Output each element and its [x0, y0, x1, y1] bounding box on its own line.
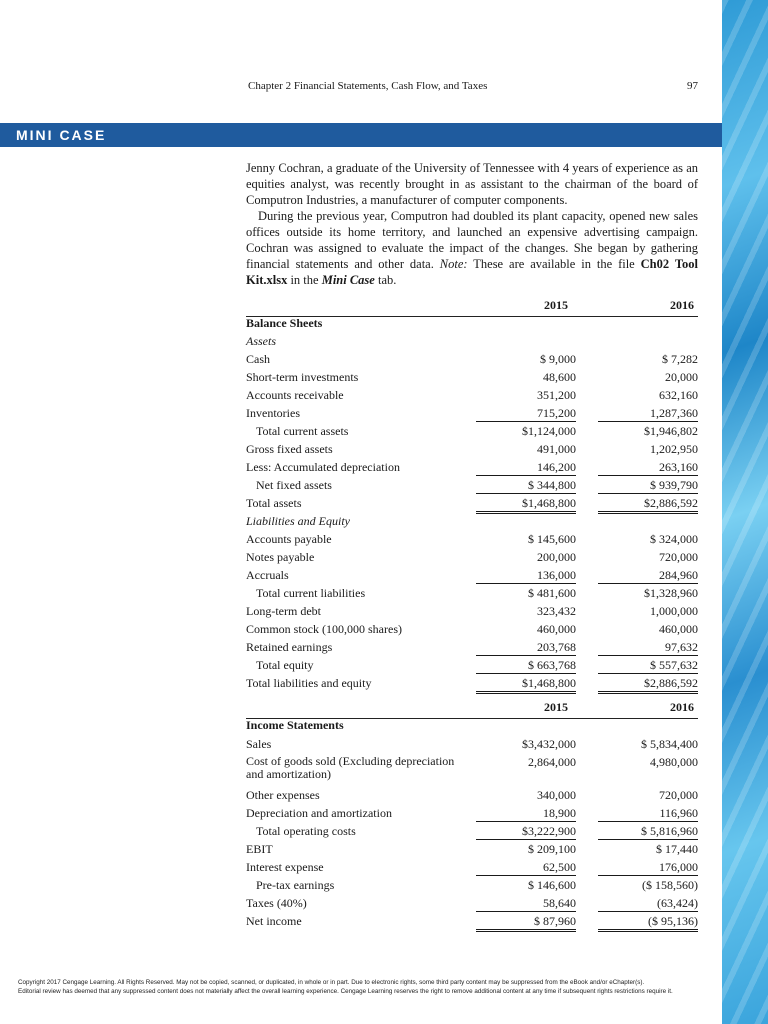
- p2-end: tab.: [374, 273, 397, 287]
- table-row: [246, 352, 698, 369]
- row-label: Total assets: [246, 496, 302, 510]
- table-row: [246, 424, 698, 441]
- p2-tab: Mini Case: [321, 273, 375, 287]
- table-row: [246, 676, 698, 693]
- balance-year-2: 2016: [670, 298, 694, 312]
- row-label: Notes payable: [246, 550, 315, 564]
- row-label: Total current assets: [256, 424, 349, 438]
- table-row: [246, 442, 698, 459]
- banner-label: MINI CASE: [16, 127, 107, 143]
- copyright-footer: [18, 978, 758, 996]
- row-label-line-1: Cost of goods sold (Excluding depreciation: [246, 754, 455, 768]
- table-row: [246, 788, 698, 805]
- value-2016: $ 7,282: [662, 352, 698, 366]
- table-row: [246, 914, 698, 931]
- value-2016: $2,886,592: [598, 496, 698, 514]
- value-2015: $ 663,768: [476, 658, 576, 674]
- row-label: Cash: [246, 352, 270, 366]
- row-label: Interest expense: [246, 860, 324, 874]
- value-2015: 323,432: [537, 604, 576, 618]
- row-label: Accounts receivable: [246, 388, 344, 402]
- value-2016: 97,632: [598, 640, 698, 656]
- table-row: [246, 842, 698, 859]
- p2-these: These are available in the file: [467, 257, 641, 271]
- value-2015: 491,000: [537, 442, 576, 456]
- table-row: [246, 896, 698, 913]
- row-label: Gross fixed assets: [246, 442, 333, 456]
- table-row: [246, 532, 698, 549]
- row-label: Short-term investments: [246, 370, 359, 384]
- table-row: [246, 388, 698, 405]
- value-2016: $ 5,834,400: [641, 737, 698, 751]
- value-2016: $2,886,592: [598, 676, 698, 694]
- table-row: [246, 514, 698, 531]
- row-label: EBIT: [246, 842, 273, 856]
- balance-year-1: 2015: [544, 298, 568, 312]
- value-2015: 146,200: [476, 460, 576, 476]
- row-label: Accruals: [246, 568, 289, 582]
- row-label: Total equity: [256, 658, 314, 672]
- table-row: [246, 658, 698, 675]
- p2-in: in the: [287, 273, 322, 287]
- table-row: [246, 334, 698, 351]
- value-2016: 632,160: [659, 388, 698, 402]
- row-label: Retained earnings: [246, 640, 333, 654]
- value-2015: 18,900: [476, 806, 576, 822]
- value-2015: 136,000: [476, 568, 576, 584]
- table-row: [246, 496, 698, 513]
- intro-text: [246, 160, 698, 288]
- table-row: [246, 370, 698, 387]
- value-2016: $1,946,802: [644, 424, 698, 438]
- value-2015: $1,468,800: [476, 676, 576, 694]
- row-label: Taxes (40%): [246, 896, 307, 910]
- table-row: [246, 550, 698, 567]
- balance-title-row: [246, 316, 698, 333]
- value-2016: 1,202,950: [650, 442, 698, 456]
- row-label: Long-term debt: [246, 604, 321, 618]
- table-row: [246, 622, 698, 639]
- row-label: Assets: [246, 334, 276, 348]
- row-label: Inventories: [246, 406, 300, 420]
- table-row: [246, 586, 698, 603]
- value-2016: 720,000: [659, 550, 698, 564]
- value-2015: 48,600: [543, 370, 576, 384]
- intro-paragraph-2: [246, 208, 698, 288]
- income-title-row: [246, 718, 698, 735]
- value-2015: 203,768: [476, 640, 576, 656]
- table-row: [246, 806, 698, 823]
- row-label: Common stock (100,000 shares): [246, 622, 402, 636]
- row-label: Liabilities and Equity: [246, 514, 350, 528]
- income-title: Income Statements: [246, 718, 344, 732]
- decorative-water-strip: [722, 0, 768, 1024]
- value-2015: $1,124,000: [522, 424, 576, 438]
- page-number: 97: [687, 80, 698, 92]
- row-label: Total current liabilities: [256, 586, 366, 600]
- copyright-line-2: Editorial review has deemed that any suppressed content does not materially affect the overall learning experience. Cengage Learning reserves the right to remove additional content at any time if subsequent rights restrictions require it.: [18, 988, 673, 995]
- value-2015: $ 344,800: [476, 478, 576, 494]
- value-2016: 263,160: [598, 460, 698, 476]
- value-2015: 62,500: [476, 860, 576, 876]
- income-header: [246, 700, 698, 719]
- value-2016: (63,424): [598, 896, 698, 912]
- value-2015: $ 481,600: [528, 586, 576, 600]
- value-2015: 200,000: [537, 550, 576, 564]
- value-2016: $ 5,816,960: [598, 824, 698, 840]
- value-2015: $ 9,000: [540, 352, 576, 366]
- table-row: [246, 406, 698, 423]
- p2-note: Note:: [439, 257, 468, 271]
- value-2016: ($ 95,136): [598, 914, 698, 932]
- value-2016: ($ 158,560): [642, 878, 698, 892]
- table-row: [246, 640, 698, 657]
- value-2016: $1,328,960: [644, 586, 698, 600]
- value-2016: 4,980,000: [650, 755, 698, 769]
- row-label: Total operating costs: [256, 824, 356, 838]
- value-2016: 284,960: [598, 568, 698, 584]
- value-2016: 460,000: [659, 622, 698, 636]
- value-2015: $3,432,000: [522, 737, 576, 751]
- value-2016: 720,000: [659, 788, 698, 802]
- value-2016: 1,000,000: [650, 604, 698, 618]
- value-2015: 58,640: [476, 896, 576, 912]
- chapter-title: Chapter 2 Financial Statements, Cash Flow, and Taxes: [248, 80, 488, 92]
- value-2015: $ 146,600: [528, 878, 576, 892]
- value-2016: 176,000: [598, 860, 698, 876]
- row-label: [246, 755, 454, 781]
- value-2015: 715,200: [476, 406, 576, 422]
- value-2016: $ 17,440: [656, 842, 698, 856]
- mini-case-banner: [0, 123, 722, 147]
- table-row: [246, 460, 698, 477]
- row-label-line-2: and amortization): [246, 767, 331, 781]
- balance-header: [246, 298, 698, 317]
- value-2016: 1,287,360: [598, 406, 698, 422]
- table-row: [246, 755, 698, 785]
- value-2016: $ 324,000: [650, 532, 698, 546]
- value-2015: $3,222,900: [476, 824, 576, 840]
- table-row: [246, 478, 698, 495]
- value-2015: $ 145,600: [528, 532, 576, 546]
- value-2015: 460,000: [537, 622, 576, 636]
- value-2015: 351,200: [537, 388, 576, 402]
- intro-paragraph-1: Jenny Cochran, a graduate of the University of Tennessee with 4 years of experience as an equities analyst, was recently brought in as assistant to the chairman of the board of Computron Industries, a manufacturer of computer components.: [246, 161, 698, 207]
- copyright-line-1: Copyright 2017 Cengage Learning. All Rights Reserved. May not be copied, scanned, or duplicated, in whole or in part. Due to electronic rights, some third party content may be suppressed from the eBook and/or eChapter(s).: [18, 979, 645, 986]
- table-row: [246, 878, 698, 895]
- value-2016: $ 939,790: [598, 478, 698, 494]
- value-2015: $1,468,800: [476, 496, 576, 514]
- row-label: Accounts payable: [246, 532, 332, 546]
- value-2015: $ 87,960: [476, 914, 576, 932]
- p2-file: Ch02 Tool Kit.xlsx: [246, 257, 698, 287]
- p2-main: During the previous year, Computron had doubled its plant capacity, opened new sales offices outside its home territory, and launched an expensive advertising campaign. Cochran was assigned to evaluate the impact of the changes. She began by gathering financial statements and other data.: [246, 209, 698, 271]
- value-2016: 116,960: [598, 806, 698, 822]
- balance-title: Balance Sheets: [246, 316, 323, 330]
- value-2015: 340,000: [537, 788, 576, 802]
- table-row: [246, 737, 698, 754]
- income-year-2: 2016: [670, 700, 694, 714]
- value-2015: 2,864,000: [528, 755, 576, 769]
- row-label: Other expenses: [246, 788, 320, 802]
- row-label: Total liabilities and equity: [246, 676, 372, 690]
- row-label: Sales: [246, 737, 272, 751]
- value-2016: 20,000: [665, 370, 698, 384]
- table-row: [246, 604, 698, 621]
- row-label: Pre-tax earnings: [256, 878, 335, 892]
- row-label: Depreciation and amortization: [246, 806, 392, 820]
- income-year-1: 2015: [544, 700, 568, 714]
- value-2016: $ 557,632: [598, 658, 698, 674]
- table-row: [246, 568, 698, 585]
- row-label: Less: Accumulated depreciation: [246, 460, 400, 474]
- value-2015: $ 209,100: [528, 842, 576, 856]
- row-label: Net fixed assets: [256, 478, 332, 492]
- row-label: Net income: [246, 914, 302, 928]
- table-row: [246, 860, 698, 877]
- table-row: [246, 824, 698, 841]
